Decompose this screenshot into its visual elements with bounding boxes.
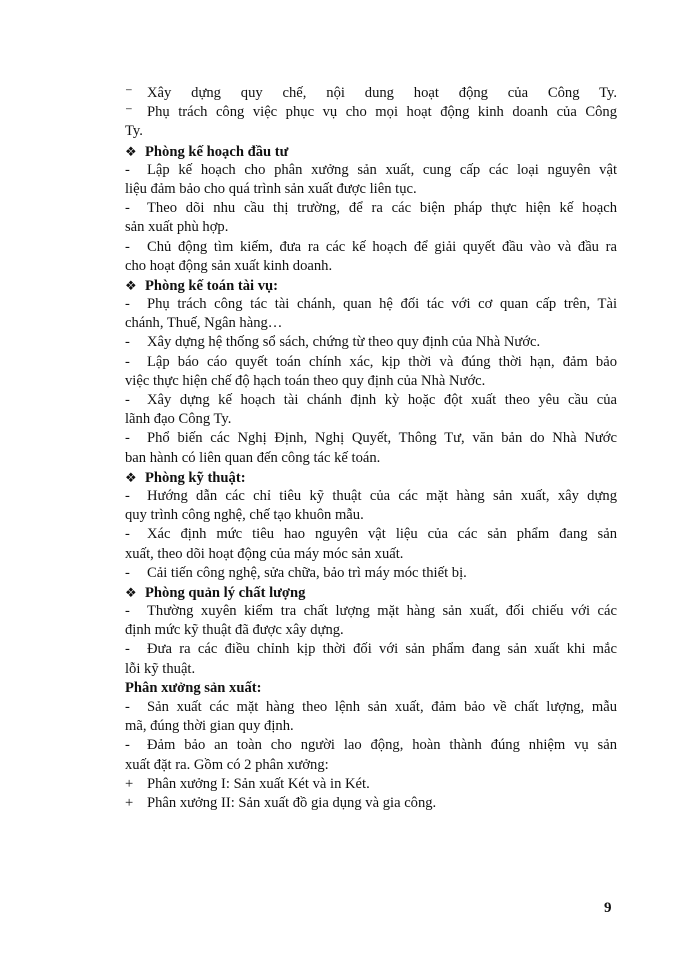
text-line: - Sản xuất các mặt hàng theo lệnh sản xuất, đảm bảo về chất lượng, mẫu bbox=[125, 699, 617, 715]
page-content bbox=[125, 84, 617, 813]
text-line: lỗi kỹ thuật. bbox=[125, 660, 196, 677]
text-line: mã, đúng thời gian quy định. bbox=[125, 718, 294, 735]
text-line: quy trình công nghệ, chế tạo khuôn mẫu. bbox=[125, 507, 364, 524]
diamond-bullet-icon: ❖ bbox=[125, 584, 137, 600]
page-number: 9 bbox=[604, 900, 612, 916]
text-line: ban hành có liên quan đến công tác kế toán. bbox=[125, 449, 381, 466]
section-heading: ❖ Phòng kế toán tài vụ: bbox=[125, 277, 278, 294]
text-line: - Hướng dẫn các chỉ tiêu kỹ thuật của các mặt hàng sản xuất, xây dựng bbox=[125, 487, 617, 504]
text-line: + Phân xưởng I: Sản xuất Két và in Két. bbox=[125, 775, 370, 792]
text-line: - Đảm bảo an toàn cho người lao động, hoàn thành đúng nhiệm vụ sản bbox=[125, 737, 617, 754]
text-line: - Xây dựng kế hoạch tài chánh định kỳ hoặc đột xuất theo yêu cầu của bbox=[125, 392, 617, 408]
text-line: sản xuất phù hợp. bbox=[125, 219, 229, 236]
text-line: - Lập kế hoạch cho phân xưởng sản xuất, cung cấp các loại nguyên vật bbox=[125, 161, 617, 178]
diamond-bullet-icon: ❖ bbox=[125, 143, 137, 159]
text-line: ⁻ Phụ trách công việc phục vụ cho mọi hoạt động kinh doanh của Công bbox=[125, 104, 617, 121]
diamond-bullet-icon: ❖ bbox=[125, 469, 137, 485]
text-line: - Đưa ra các điều chỉnh kịp thời đối với sản phẩm đang sản xuất khi mắc bbox=[125, 641, 617, 658]
text-line: việc thực hiện chế độ hạch toán theo quy định của Nhà Nước. bbox=[125, 372, 486, 389]
section-heading: ❖ Phòng kế hoạch đầu tư bbox=[125, 143, 289, 160]
text-line: ⁻ Xây dựng quy chế, nội dung hoạt động của Công Ty. bbox=[125, 85, 617, 101]
text-line: - Xây dựng hệ thống sổ sách, chứng từ theo quy định của Nhà Nước. bbox=[125, 334, 541, 351]
text-line: - Cải tiến công nghệ, sửa chữa, bảo trì máy móc thiết bị. bbox=[125, 564, 467, 581]
text-line: - Phổ biến các Nghị Định, Nghị Quyết, Thông Tư, văn bản do Nhà Nước bbox=[125, 430, 617, 447]
text-line: cho hoạt động sản xuất kinh doanh. bbox=[125, 257, 333, 274]
text-line: Ty. bbox=[125, 123, 143, 140]
text-line: xuất, theo dõi hoạt động của máy móc sản xuất. bbox=[125, 545, 404, 562]
text-line: - Theo dõi nhu cầu thị trường, để ra các biện pháp thực hiện kế hoạch bbox=[125, 200, 617, 217]
text-line: lãnh đạo Công Ty. bbox=[125, 411, 232, 428]
text-line: - Thường xuyên kiểm tra chất lượng mặt hàng sản xuất, đối chiếu với các bbox=[125, 603, 617, 620]
text-line: xuất đặt ra. Gồm có 2 phân xưởng: bbox=[125, 756, 329, 773]
text-line: - Lập báo cáo quyết toán chính xác, kịp thời và đúng thời hạn, đảm bảo bbox=[125, 353, 617, 370]
text-line: - Phụ trách công tác tài chánh, quan hệ đối tác với cơ quan cấp trên, Tài bbox=[125, 296, 617, 313]
section-heading: Phân xưởng sản xuất: bbox=[125, 679, 262, 696]
text-line: định mức kỹ thuật đã được xây dựng. bbox=[125, 622, 344, 639]
section-heading: ❖ Phòng quản lý chất lượng bbox=[125, 584, 306, 601]
section-heading: ❖ Phòng kỹ thuật: bbox=[125, 469, 246, 486]
text-line: liệu đảm bảo cho quá trình sản xuất được liên tục. bbox=[125, 180, 417, 197]
text-line: + Phân xưởng II: Sản xuất đồ gia dụng và gia công. bbox=[125, 794, 437, 811]
text-line: - Xác định mức tiêu hao nguyên vật liệu của các sản phẩm đang sản bbox=[125, 526, 617, 543]
diamond-bullet-icon: ❖ bbox=[125, 277, 137, 293]
text-line: chánh, Thuế, Ngân hàng… bbox=[125, 315, 283, 332]
text-line: - Chủ động tìm kiếm, đưa ra các kế hoạch để giải quyết đầu vào và đầu ra bbox=[125, 238, 617, 255]
